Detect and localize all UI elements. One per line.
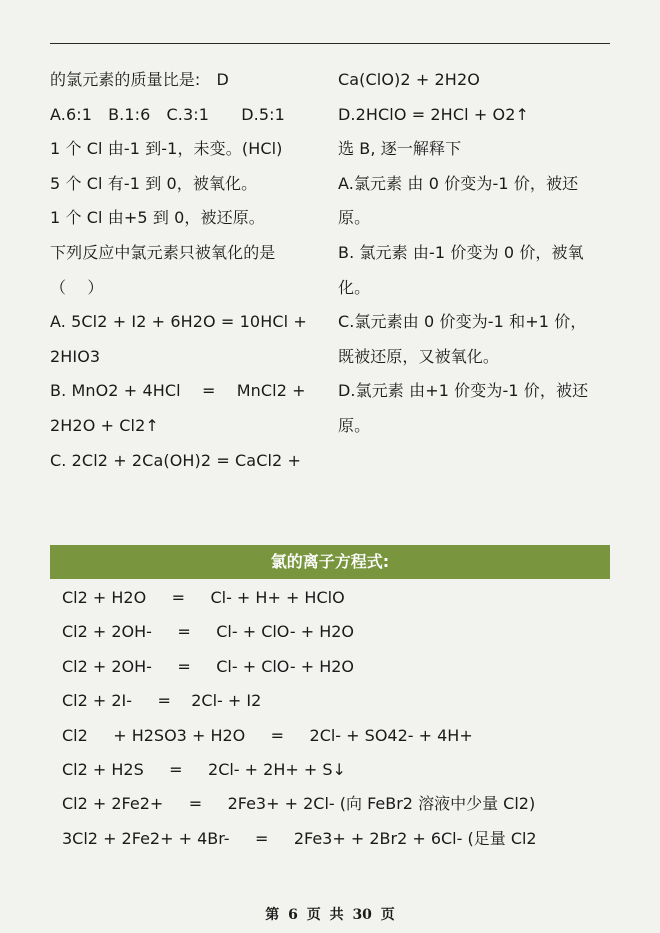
text-line: 下列反应中氯元素只被氧化的是: [50, 242, 276, 262]
page-number: 第 6 页 共 30 页: [265, 907, 395, 923]
text-line: 1 个 Cl 由+5 到 0，被还原。: [50, 208, 265, 228]
text-line: B. 氯元素 由-1 价变为 0 价，被氧: [338, 242, 584, 262]
equation-line: Cl2 + 2I- = 2Cl- + I2: [62, 691, 262, 711]
text-line: 2HIO3: [50, 346, 101, 366]
text-line: A.氯元素 由 0 价变为-1 价，被还: [338, 173, 579, 193]
section-title-banner: 氯的离子方程式:: [50, 545, 610, 579]
equation-line: Cl2 + H2S = 2Cl- + 2H+ + S↓: [62, 759, 346, 779]
text-line: 选 B, 逐一解释下: [338, 139, 462, 159]
equation-line: Cl2 + 2OH- = Cl- + ClO- + H2O: [62, 656, 354, 676]
equation-line: Cl2 + 2OH- = Cl- + ClO- + H2O: [62, 622, 354, 642]
text-line: 化。: [338, 277, 371, 297]
text-line: 的氯元素的质量比是: D: [50, 70, 229, 89]
equation-line: Cl2 + 2Fe2+ = 2Fe3+ + 2Cl- (向 FeBr2 溶液中少量 Cl2): [62, 794, 536, 814]
equation-line: 3Cl2 + 2Fe2+ + 4Br- = 2Fe3+ + 2Br2 + 6Cl- (足量 Cl2: [62, 828, 537, 848]
text-line: Ca(ClO)2 + 2H2O: [338, 70, 480, 89]
right-text-column: [338, 63, 613, 444]
text-line: 原。: [338, 208, 371, 228]
text-line: 原。: [338, 415, 371, 435]
text-line: C. 2Cl2 + 2Ca(OH)2 = CaCl2 +: [50, 450, 301, 470]
text-line: 2H2O + Cl2↑: [50, 415, 159, 435]
text-line: B. MnO2 + 4HCl = MnCl2 +: [50, 381, 306, 401]
text-line: 1 个 Cl 由-1 到-1，未变。(HCl): [50, 139, 283, 159]
left-text-column: [50, 63, 328, 478]
text-line: 既被还原，又被氧化。: [338, 346, 500, 366]
equation-line: Cl2 + H2O = Cl- + H+ + HClO: [62, 588, 345, 607]
text-line: A. 5Cl2 + I2 + 6H2O = 10HCl +: [50, 312, 307, 332]
text-line: C.氯元素由 0 价变为-1 和+1 价，: [338, 312, 587, 332]
text-line: D.2HClO = 2HCl + O2↑: [338, 104, 529, 124]
equation-list: [62, 581, 610, 856]
text-line: （ ）: [50, 277, 104, 297]
text-line: D.氯元素 由+1 价变为-1 价，被还: [338, 381, 589, 401]
text-line: A.6:1 B.1:6 C.3:1 D.5:1: [50, 104, 285, 124]
equation-line: Cl2 + H2SO3 + H2O = 2Cl- + SO42- + 4H+: [62, 725, 473, 745]
header-divider: [50, 43, 610, 44]
text-line: 5 个 Cl 有-1 到 0，被氧化。: [50, 173, 258, 193]
